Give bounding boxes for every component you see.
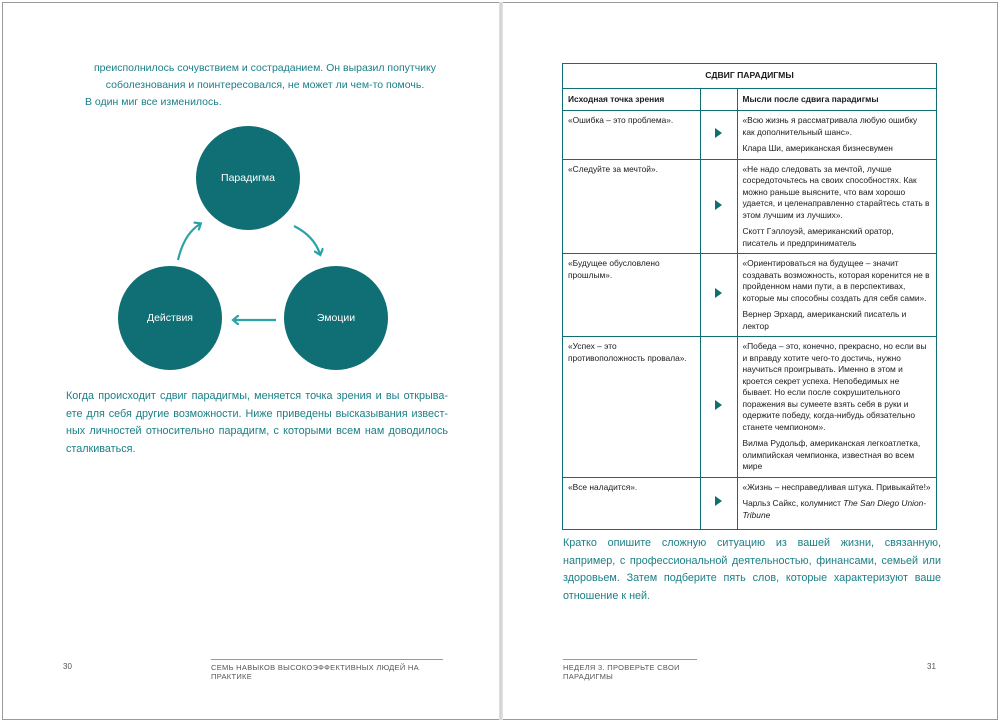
author: Чарльз Сайкс, колумнист The San Diego Union-Tribune: [742, 498, 927, 520]
arrow-actions-to-paradigm: [178, 224, 200, 260]
arrow-paradigm-to-emotions: [294, 226, 320, 254]
play-arrow-icon: [715, 496, 722, 506]
intro-line: соболезнования и поинтересовался, не может ли чем-то помочь.: [105, 79, 425, 91]
intro-text: [85, 60, 445, 111]
original-view: «Будущее обусловлено прошлым».: [563, 254, 701, 337]
table-row: [563, 254, 937, 337]
running-title-right: НЕДЕЛЯ 3. ПРОВЕРЬТЕ СВОИ ПАРАДИГМЫ: [563, 659, 697, 681]
table-row: [563, 337, 937, 478]
running-title-left: СЕМЬ НАВЫКОВ ВЫСОКОЭФФЕКТИВНЫХ ЛЮДЕЙ НА ПРАКТИКЕ: [211, 659, 443, 681]
intro-line: преисполнилось сочувствием и состраданием. Он выразил попутчику: [93, 62, 437, 74]
original-view: «Следуйте за мечтой».: [563, 159, 701, 254]
author: Вилма Рудольф, американская легкоатлетка, олимпийская чемпионка, известная во всем мире: [742, 438, 921, 471]
quote: «Жизнь – несправедливая штука. Привыкайте!»: [742, 481, 931, 492]
intro-line: В один миг все изменилось.: [85, 96, 222, 108]
page-number-left: 30: [63, 662, 72, 671]
left-body-paragraph: Когда происходит сдвиг парадигмы, меняется точка зрения и вы открыва-ете для себя другие возможности. Ниже приведены высказывания извест-ных личностей относительно парадигм, с которыми всем нам доводилось сталкиваться.: [66, 390, 448, 455]
play-arrow-icon: [715, 200, 722, 210]
author: Клара Ши, американская бизнесвумен: [742, 143, 893, 153]
quote: «Всю жизнь я рассматривала любую ошибку как дополнительный шанс».: [742, 115, 918, 137]
original-view: «Ошибка – это проблема».: [563, 111, 701, 160]
author: Скотт Гэллоуэй, американский оратор, писатель и предприниматель: [742, 226, 894, 248]
author: Вернер Эрхард, американский писатель и лектор: [742, 309, 907, 331]
play-arrow-icon: [715, 128, 722, 138]
quote: «Победа – это, конечно, прекрасно, но если вы и вправду хотите чего-то достичь, нужно научиться проигрывать. Именно в этом и кроется секрет успеха. Непобедимых не бывает. Но если после сокрушительного поражения вы сумеете взять себя в руки и одержите победу, когда-нибудь обязательно станете чемпионом».: [742, 341, 927, 432]
page-number-right: 31: [927, 662, 936, 671]
node-paradigm: Парадигма: [196, 126, 300, 230]
node-emotions: Эмоции: [284, 266, 388, 370]
quote: «Не надо следовать за мечтой, лучше сосредоточьтесь на своих способностях. Как можно раньше выясните, что вам хорошо удается, и целенаправленно старайтесь стать в этом лучшим из лучших».: [742, 163, 930, 220]
table-row: [563, 111, 937, 160]
header-new-view: Мысли после сдвига парадигмы: [737, 88, 937, 111]
node-actions: Действия: [118, 266, 222, 370]
book-gutter: [499, 2, 503, 720]
right-body-paragraph: Кратко опишите сложную ситуацию из вашей жизни, связанную, например, с профессиональной деятельностью, финансами, семьей или здоровьем. Затем подберите пять слов, которые характеризуют ваше отношение к ней.: [563, 537, 941, 602]
paradigm-shift-table: [562, 63, 937, 530]
original-view: «Все наладится».: [563, 477, 701, 529]
quote: «Ориентироваться на будущее – значит создавать возможность, которая коренится не в пройденном нами пути, а в перспективах, которые мы способны создать для себя сами».: [742, 258, 930, 303]
table-row: [563, 477, 937, 529]
header-arrow: [700, 88, 737, 111]
table-caption: СДВИГ ПАРАДИГМЫ: [563, 64, 937, 89]
play-arrow-icon: [715, 400, 722, 410]
header-original-view: Исходная точка зрения: [563, 88, 701, 111]
table-row: [563, 159, 937, 254]
play-arrow-icon: [715, 288, 722, 298]
original-view: «Успех – это противоположность провала».: [563, 337, 701, 478]
